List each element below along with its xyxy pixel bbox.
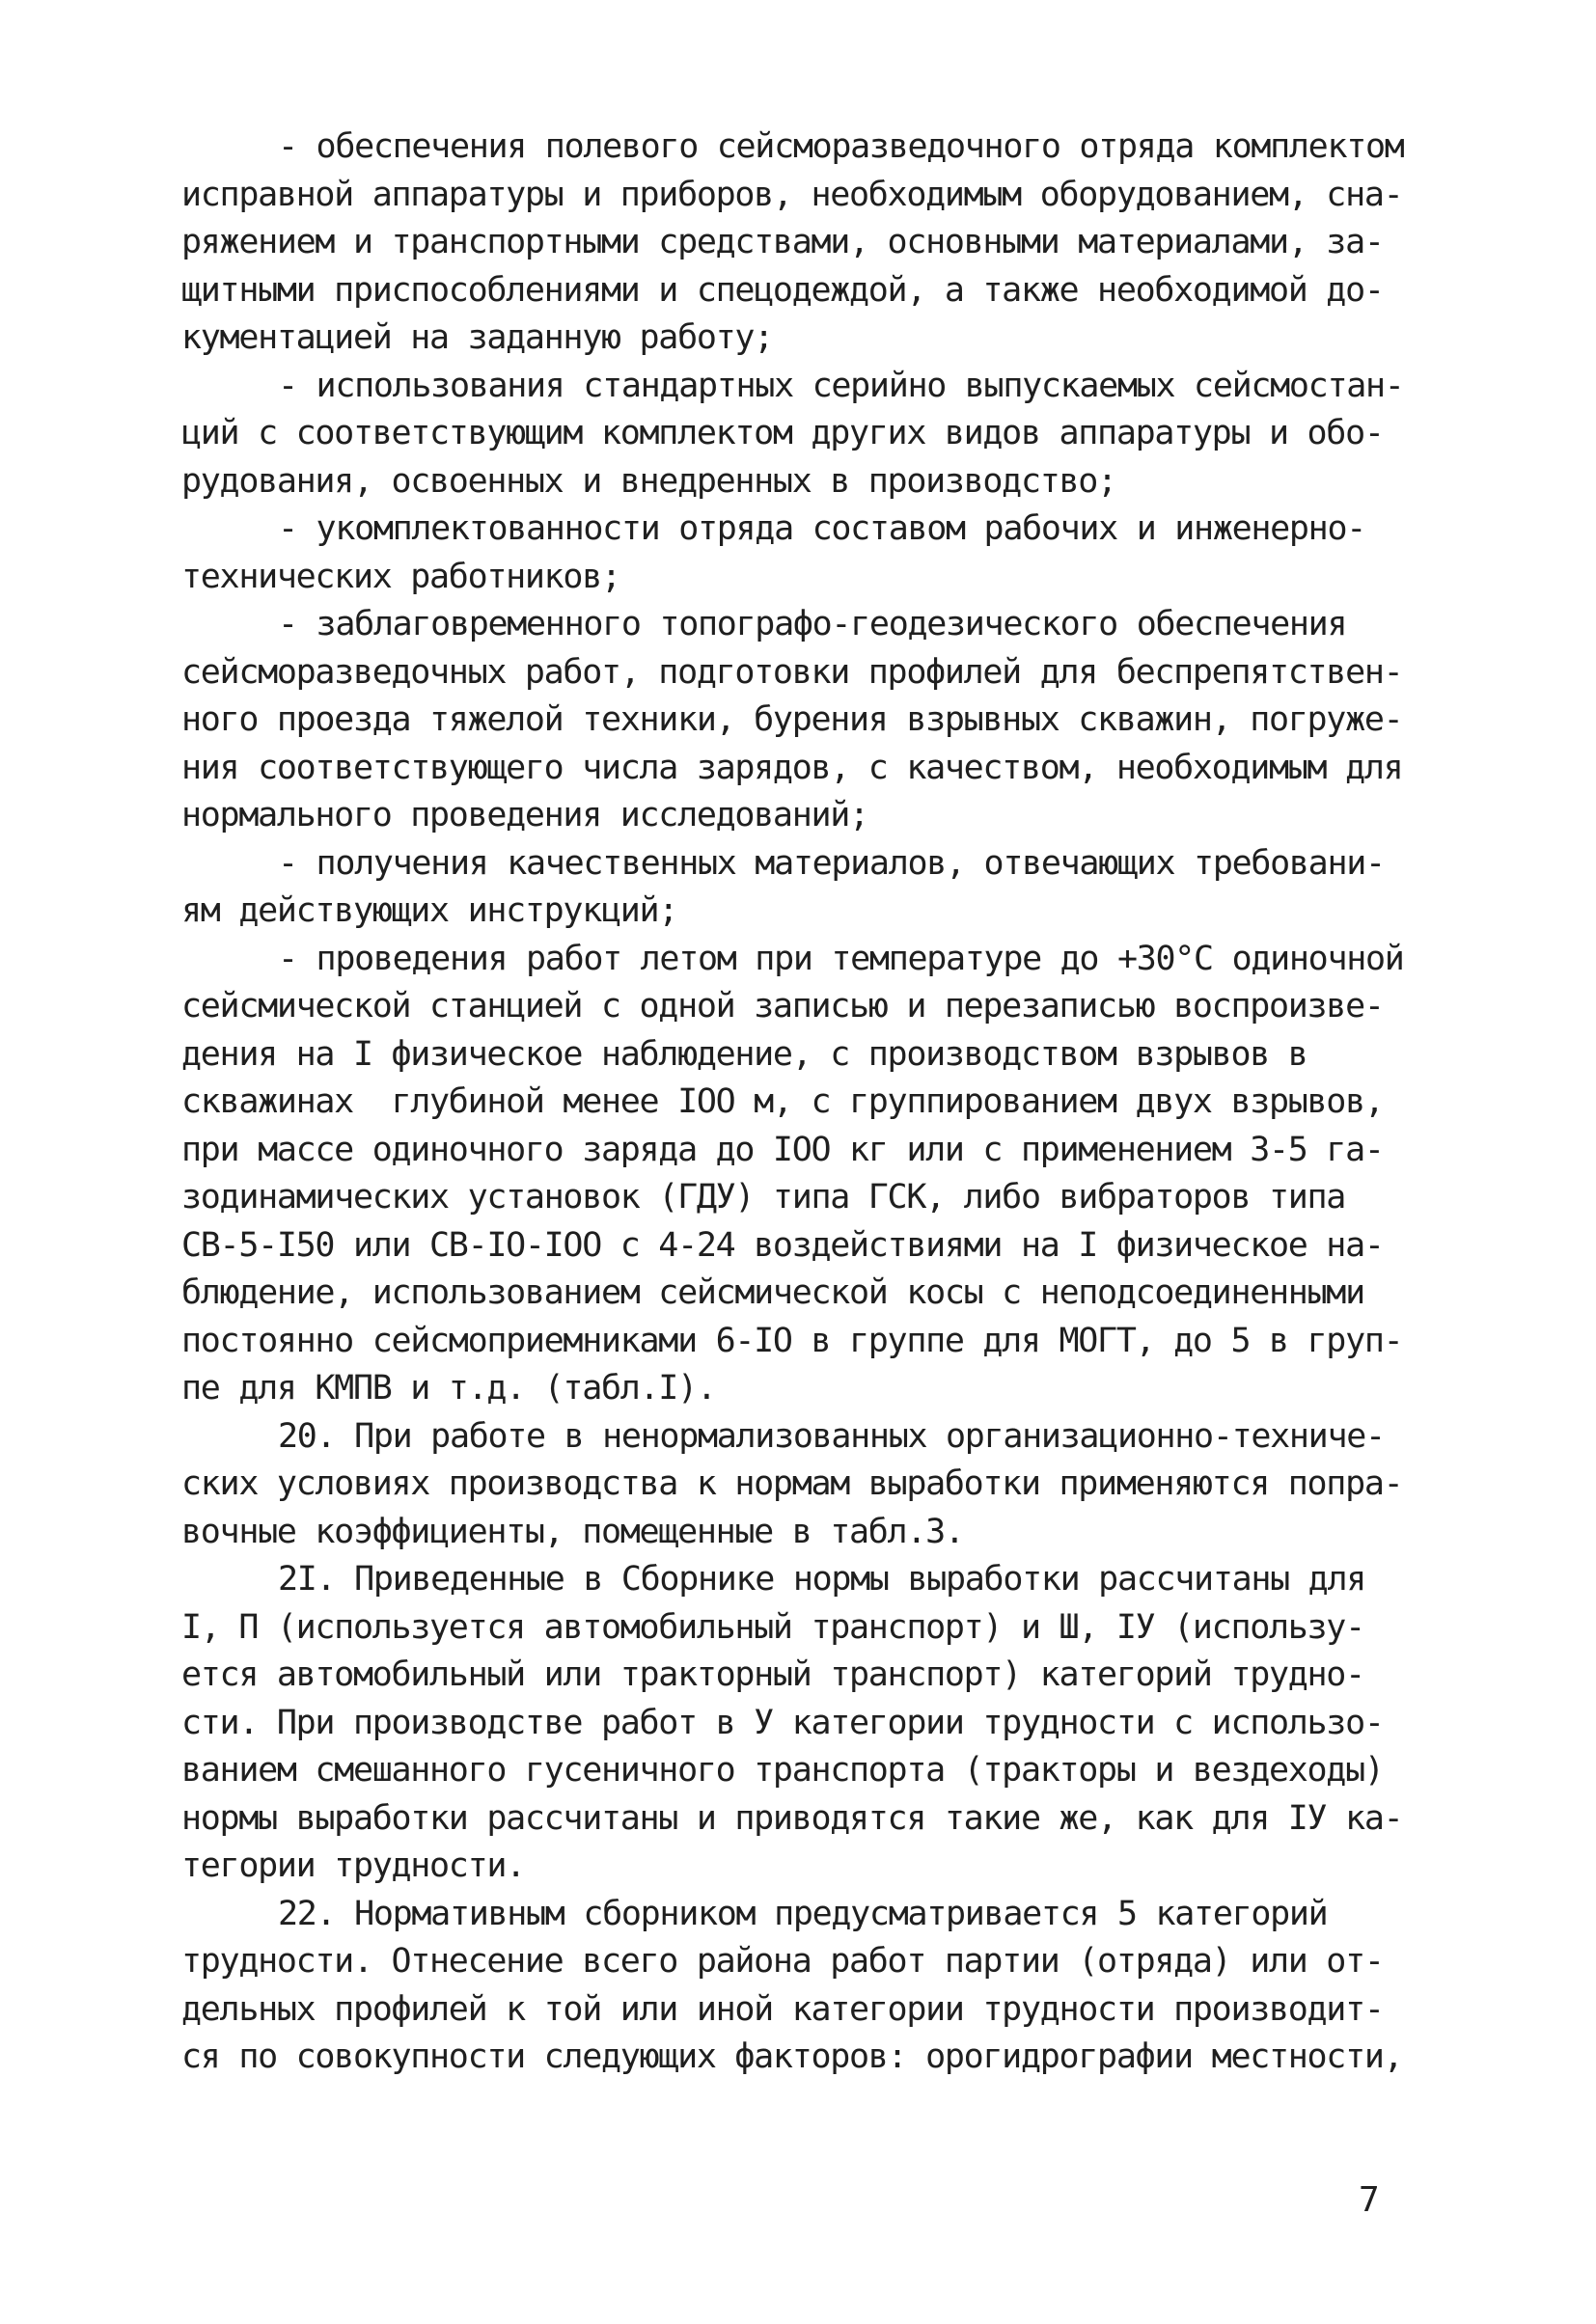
text-line: при массе одиночного заряда до IOO кг или с применением 3-5 га- <box>181 1130 1384 1169</box>
text-line: технических работников; <box>181 557 620 596</box>
text-line: ям действующих инструкций; <box>181 891 678 930</box>
text-line: I, П (используется автомобильный транспорт) и Ш, IУ (использу- <box>181 1607 1364 1647</box>
text-line: скважинах глубиной менее IOO м, с группированием двух взрывов, <box>181 1082 1384 1121</box>
text-line: пе для КМПВ и т.д. (табл.I). <box>181 1369 716 1408</box>
text-line: щитными приспособлениями и спецодеждой, а также необходимой до- <box>181 270 1384 310</box>
text-line: СВ-5-I50 или СВ-IO-IOO с 4-24 воздействиями на I физическое на- <box>181 1225 1384 1265</box>
text-line: - получения качественных материалов, отвечающих требовани- <box>278 843 1385 883</box>
text-line: - обеспечения полевого сейсморазведочного отряда комплектом <box>278 127 1404 166</box>
text-line: вочные коэффициенты, помещенные в табл.3. <box>181 1512 964 1551</box>
text-line: 22. Нормативным сборником предусматривается 5 категорий <box>278 1894 1328 1933</box>
text-line: кументацией на заданную работу; <box>181 318 773 357</box>
paragraph-quality <box>181 840 1455 936</box>
text-line: дения на I физическое наблюдение, с производством взрывов в <box>181 1034 1307 1074</box>
text-line: - заблаговременного топографо-геодезического обеспечения <box>278 605 1347 643</box>
text-line: ванием смешанного гусеничного транспорта (тракторы и вездеходы) <box>181 1751 1384 1790</box>
text-line: тегории трудности. <box>181 1846 525 1885</box>
text-line: ся по совокупности следующих факторов: орогидрографии местности, <box>181 2037 1403 2076</box>
text-line: рудования, освоенных и внедренных в производство; <box>181 461 1116 501</box>
paragraph-20 <box>181 1413 1455 1557</box>
text-line: исправной аппаратуры и приборов, необходимым оборудованием, сна- <box>181 175 1403 214</box>
paragraph-21 <box>181 1556 1455 1891</box>
text-line: ного проезда тяжелой техники, бурения взрывных скважин, погруже- <box>181 700 1403 739</box>
text-line: блюдение, использованием сейсмической косы с неподсоединенными <box>181 1273 1364 1312</box>
text-line: нормы выработки рассчитаны и приводятся такие же, как для IУ ка- <box>181 1798 1403 1838</box>
body-text <box>181 123 1455 2082</box>
text-line: ций с соответствующим комплектом других видов аппаратуры и обо- <box>181 414 1384 452</box>
text-line: дельных профилей к той или иной категории трудности производит- <box>181 1989 1384 2029</box>
text-line: трудности. Отнесение всего района работ партии (отряда) или от- <box>181 1942 1384 1981</box>
paragraph-equipment <box>181 123 1455 363</box>
text-line: 20. При работе в ненормализованных организационно-техниче- <box>278 1416 1385 1456</box>
paragraph-staffing <box>181 506 1455 601</box>
text-line: постоянно сейсмоприемниками 6-IO в группе для МОГТ, до 5 в груп- <box>181 1321 1403 1360</box>
text-line: - проведения работ летом при температуре до +30°С одиночной <box>278 939 1404 978</box>
text-line: зодинамических установок (ГДУ) типа ГСК, либо вибраторов типа <box>181 1178 1346 1217</box>
text-line: сейсмической станцией с одной записью и перезаписью воспроизве- <box>181 987 1384 1025</box>
text-line: - укомплектованности отряда составом рабочих и инженерно- <box>278 509 1365 548</box>
text-line: ется автомобильный или тракторный транспорт) категорий трудно- <box>181 1655 1364 1694</box>
page-number: 7 <box>1359 2180 1380 2220</box>
text-line: ряжением и транспортными средствами, основными материалами, за- <box>181 223 1384 261</box>
paragraph-22 <box>181 1891 1455 2082</box>
text-line: сти. При производстве работ в У категории трудности с использо- <box>181 1703 1384 1742</box>
text-line: нормального проведения исследований; <box>181 796 868 834</box>
text-line: ния соответствующего числа зарядов, с качеством, необходимым для <box>181 748 1403 787</box>
text-line: ских условиях производства к нормам выработки применяются попра- <box>181 1464 1403 1503</box>
text-line: сейсморазведочных работ, подготовки профилей для беспрепятствен- <box>181 652 1403 692</box>
text-line: - использования стандартных серийно выпускаемых сейсмостан- <box>278 366 1404 405</box>
paragraph-summer-work <box>181 936 1455 1413</box>
paragraph-topographic <box>181 601 1455 840</box>
text-line: 2I. Приведенные в Сборнике нормы выработки рассчитаны для <box>278 1560 1365 1599</box>
paragraph-standard-stations <box>181 363 1455 506</box>
